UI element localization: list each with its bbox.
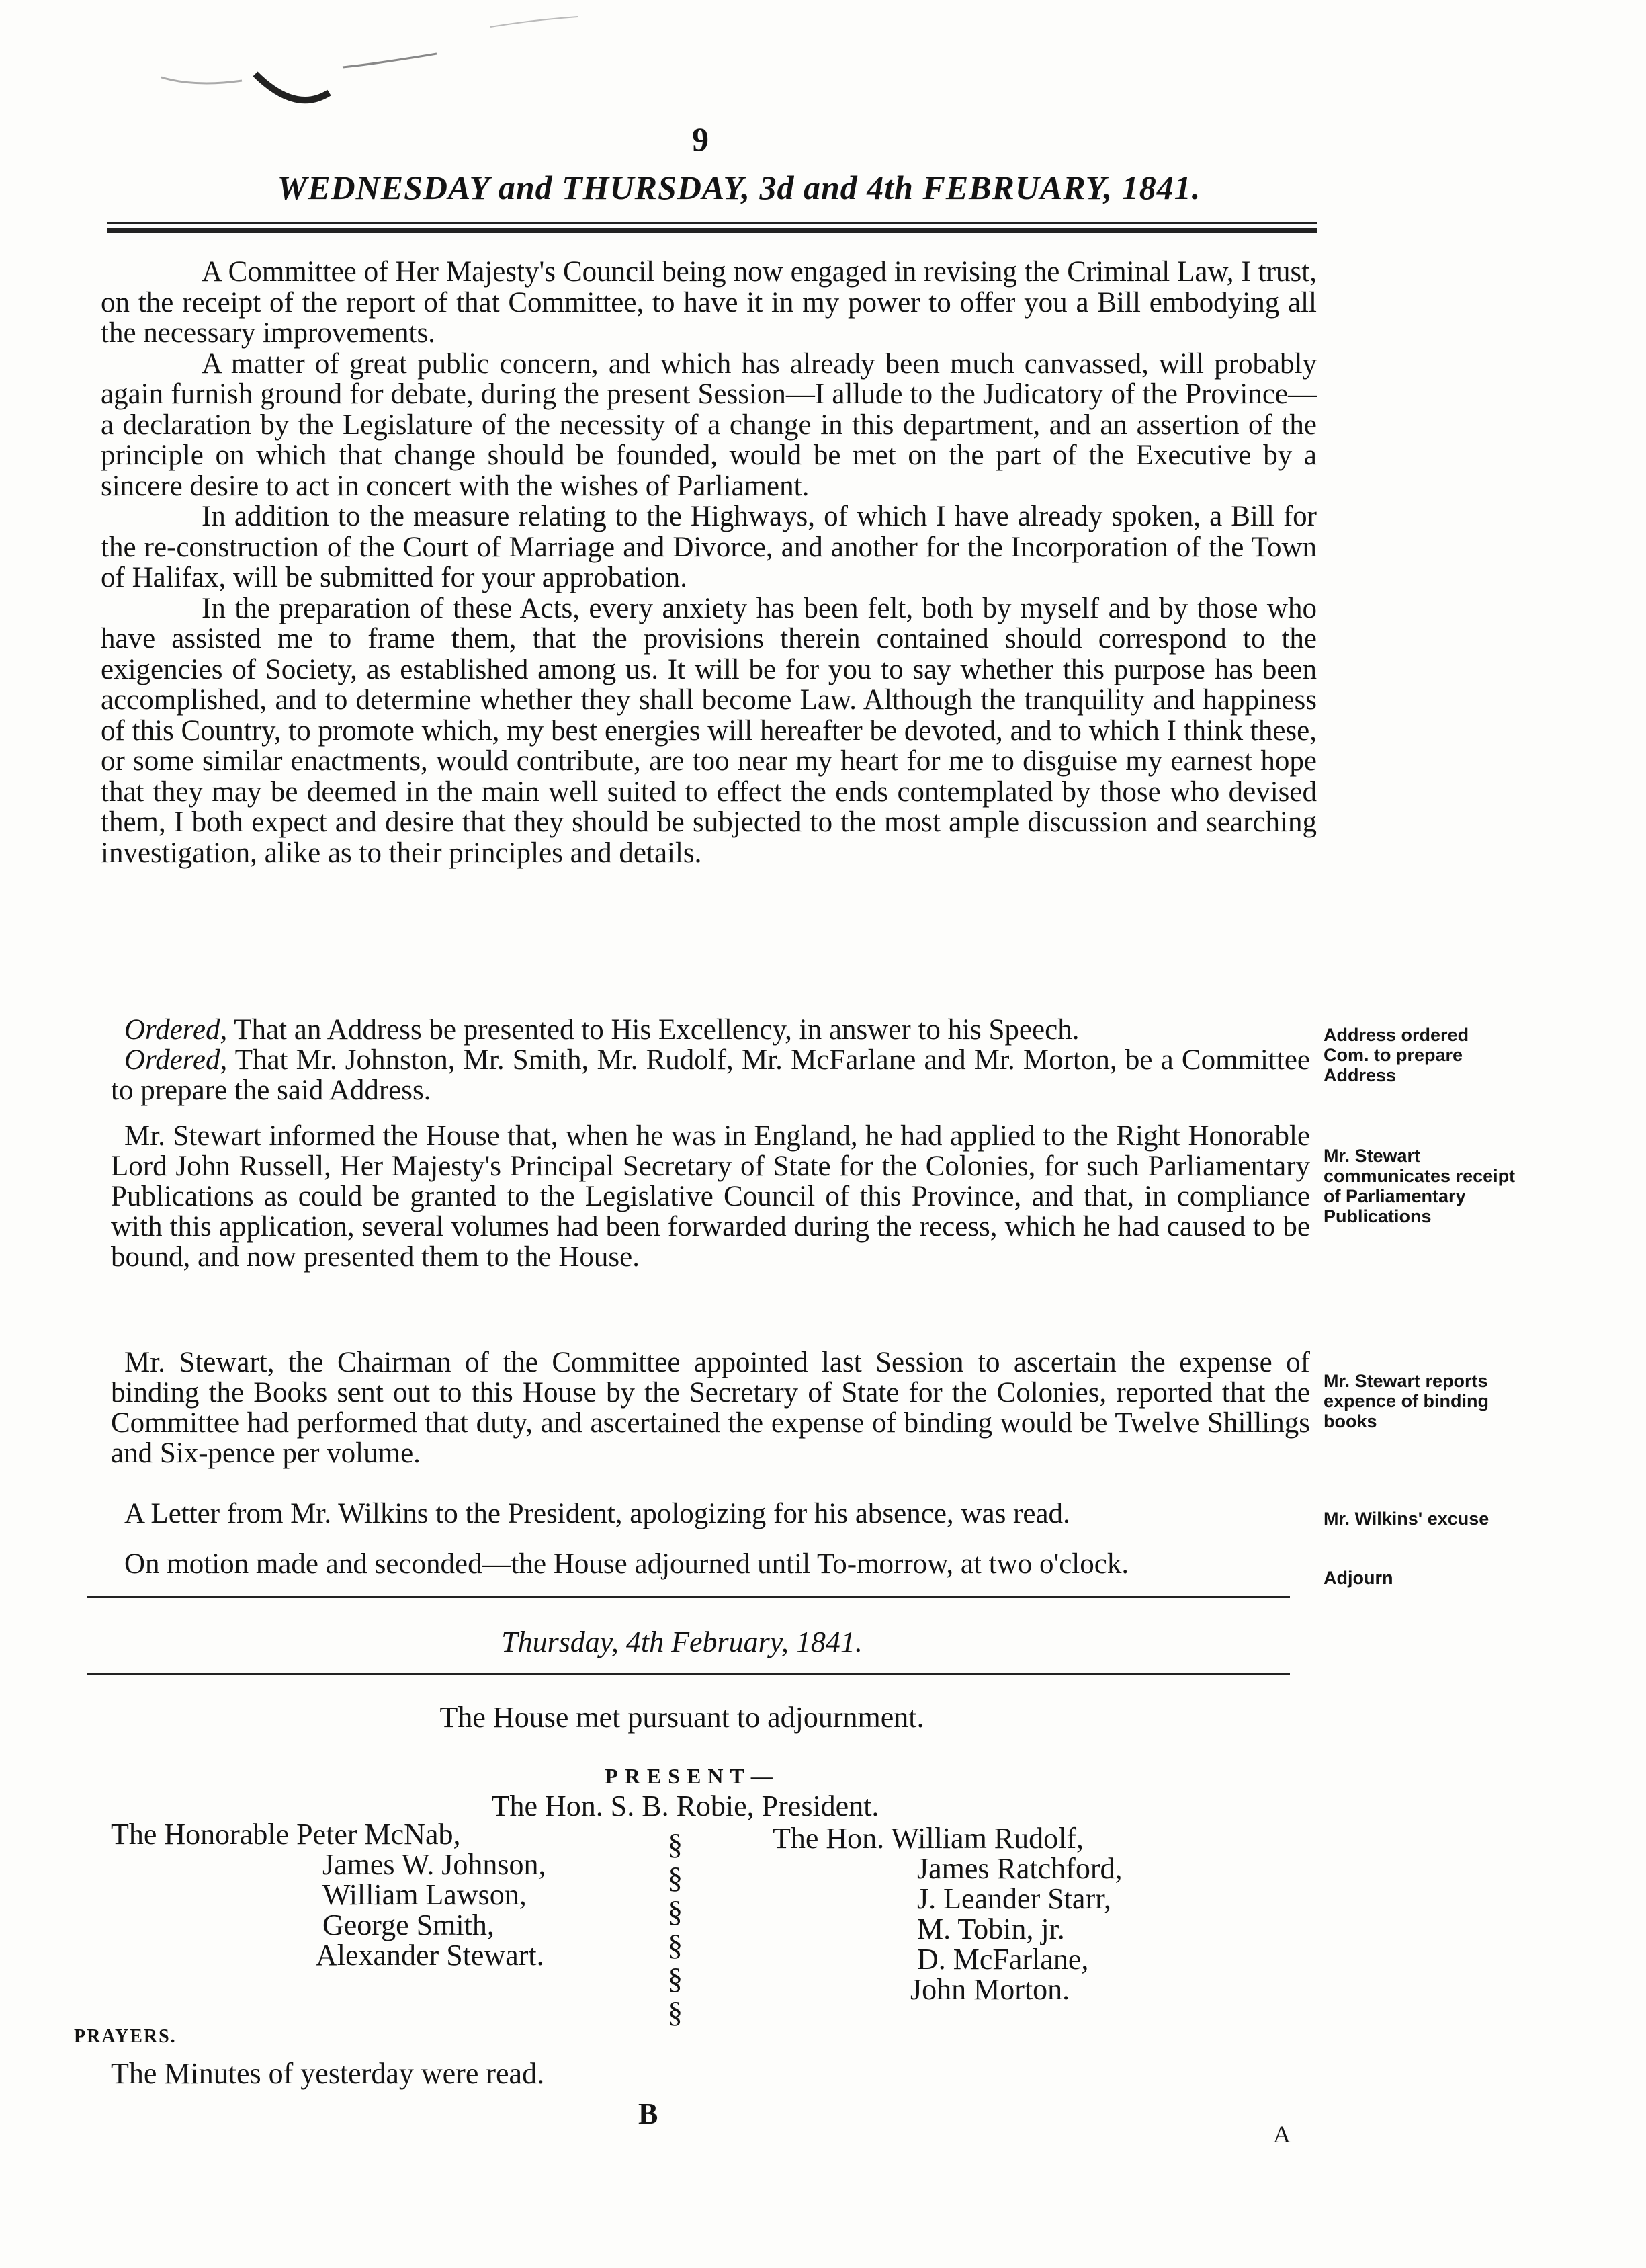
entry-adjourn [111,1549,1310,1579]
page-number: 9 [692,120,709,158]
member-right: M. Tobin, jr. [917,1913,1065,1945]
member-right: The Hon. William Rudolf, [773,1822,1084,1855]
margin-note-adjourn: Adjourn [1324,1568,1393,1588]
signature-mark-b: B [638,2097,658,2130]
page-header: WEDNESDAY and THURSDAY, 3d and 4th FEBRUARY, 1841. [277,169,1201,206]
margin-note-publications: Mr. Stewart communicates receipt of Parliamentary Publications [1324,1146,1516,1226]
entry-stewart-binding [111,1347,1310,1468]
entry-text: That an Address be presented to His Excellency, in answer to his Speech. [234,1014,1080,1046]
member-right: John Morton. [910,1973,1070,2006]
member-left: George Smith, [322,1908,494,1941]
speech-paragraph: In addition to the measure relating to the Highways, of which I have already spoken, a Bill for the re-construction of the Court of Marriage and Divorce, and another for the Incorporation of the Town of Halifax, will be submitted for your approbation. [101,501,1317,593]
ordered-label: Ordered, [124,1044,228,1076]
section-rule-top [87,1596,1290,1598]
entry-text: Mr. Stewart informed the House that, when he was in England, he had applied to the Right Honorable Lord John Russell, Her Majesty's Principal Secretary of State for the Colonies, for such Parliamentary Publications as could be granted to the Legislative Council of this Province, and that, in compliance with this application, several volumes had been forwarded during the recess, which he had caused to be bound, and now presented them to the House. [111,1120,1310,1273]
member-left: James W. Johnson, [322,1848,546,1881]
signature-mark-a: A [1273,2121,1291,2148]
header-rule-thin [107,222,1317,224]
section-rule-bottom [87,1673,1290,1675]
entry-text: On motion made and seconded—the House adjourned until To-morrow, at two o'clock. [124,1548,1129,1580]
entry-wilkins-letter [111,1499,1310,1529]
speech-paragraph: A matter of great public concern, and which has already been much canvassed, will probably again furnish ground for debate, during the present Session—I allude to the Judicatory of the Province—a declaration by the Legislature of the necessity of a change in this department, and an assertion of the principle on which that change should be founded, would be met on the part of the Executive by a sincere desire to act in concert with the wishes of Parliament. [101,347,1317,502]
speech-body [101,257,1317,868]
present-label: PRESENT— [605,1764,779,1788]
member-right: J. Leander Starr, [917,1882,1112,1915]
speech-paragraph: A Committee of Her Majesty's Council being now engaged in revising the Criminal Law, I trust, on the receipt of the report of that Committee, to have it in my power to offer you a Bill embodying all the necessary improvements. [101,256,1317,349]
minutes-read: The Minutes of yesterday were read. [111,2057,545,2090]
margin-note-wilkins: Mr. Wilkins' excuse [1324,1509,1489,1529]
entry-text: A Letter from Mr. Wilkins to the President, apologizing for his absence, was read. [124,1498,1070,1529]
thursday-date: Thursday, 4th February, 1841. [501,1626,863,1658]
scan-smudge-mark [155,13,584,114]
prayers-label: PRAYERS. [74,2026,177,2047]
house-met: The House met pursuant to adjournment. [439,1701,924,1734]
entry-stewart-publications [111,1121,1310,1272]
entry-address-ordered [111,1015,1310,1105]
entry-text: That Mr. Johnston, Mr. Smith, Mr. Rudolf, Mr. McFarlane and Mr. Morton, be a Committee to prepare the said Address. [111,1044,1310,1106]
speech-paragraph: In the preparation of these Acts, every anxiety has been felt, both by myself and by those who have assisted me to frame them, that the provisions therein contained should correspond to the exigencies of Society, as established among us. It will be for you to say whether this purpose has been accomplished, and to determine whether they shall become Law. Although the tranquility and happiness of this Country, to promote which, my best energies will hereafter be devoted, and to which I think these, or some similar enactments, would contribute, are too near my heart for me to disguise my earnest hope that they may be deemed in the main well suited to effect the ends contemplated by those who devised them, I both expect and desire that they should be subjected to the most ample discussion and searching investigation, alike as to their principles and details. [101,592,1317,869]
margin-note-binding: Mr. Stewart reports expence of binding books [1324,1371,1489,1431]
section-brace: § § § § § § [668,1828,683,2029]
member-right: James Ratchford, [917,1852,1123,1885]
member-left: Alexander Stewart. [316,1939,544,1972]
member-left: The Honorable Peter McNab, [111,1818,461,1851]
header-rule-thick [107,228,1317,233]
member-left: William Lawson, [322,1878,527,1911]
member-right: D. McFarlane, [917,1943,1089,1976]
president-line: The Hon. S. B. Robie, President. [491,1790,879,1822]
entry-text: Mr. Stewart, the Chairman of the Committee appointed last Session to ascertain the expense of binding the Books sent out to this House by the Secretary of State for the Colonies, reported that the Committee had performed that duty, and ascertained the expense of binding would be Twelve Shillings and Six-pence per volume. [111,1347,1310,1469]
ordered-label: Ordered, [124,1014,228,1046]
margin-note-address: Address ordered Com. to prepare Address [1324,1025,1469,1085]
